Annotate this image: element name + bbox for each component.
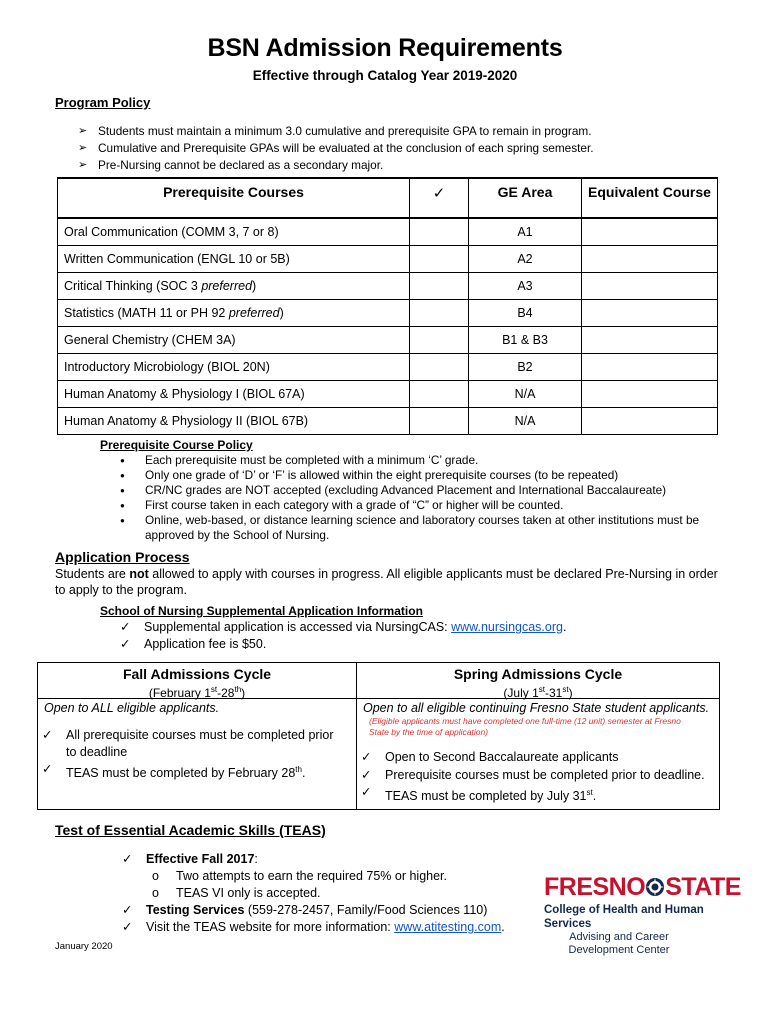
- fall-cycle-title: Fall Admissions Cycle: [122, 666, 272, 682]
- list-item: ✓ Application fee is $50.: [120, 636, 566, 653]
- fresno-state-logo: [544, 873, 741, 956]
- equivalent-cell[interactable]: [582, 300, 718, 327]
- list-item: o TEAS VI only is accepted.: [146, 885, 505, 902]
- list-item: ● Only one grade of ‘D’ or ‘F’ is allowed within the eight prerequisite courses (to be repeated): [118, 468, 718, 483]
- spring-cycle-list: [361, 749, 711, 806]
- spring-cycle-eligibility: Open to all eligible continuing Fresno State student applicants.: [363, 701, 710, 715]
- ge-cell: N/A: [469, 408, 582, 435]
- table-row: [58, 218, 718, 246]
- equivalent-cell[interactable]: [582, 246, 718, 273]
- header-prerequisite-courses: Prerequisite Courses: [58, 178, 410, 218]
- table-header-row: [58, 178, 718, 218]
- program-policy-list: [78, 123, 594, 174]
- page-title: BSN Admission Requirements: [207, 34, 563, 62]
- list-item: ✓ Effective Fall 2017: o Two attempts to earn the required 75% or higher. o TEAS VI only is accepted.: [122, 851, 505, 902]
- ge-cell: A3: [469, 273, 582, 300]
- list-item: ➢ Students must maintain a minimum 3.0 cumulative and prerequisite GPA to remain in program.: [78, 123, 594, 140]
- list-item: ✓ TEAS must be completed by February 28th.: [42, 761, 347, 782]
- atitesting-link[interactable]: www.atitesting.com: [394, 920, 502, 934]
- check-cell[interactable]: [410, 381, 469, 408]
- check-cell[interactable]: [410, 246, 469, 273]
- list-item: ✓ Supplemental application is accessed via NursingCAS: www.nursingcas.org.: [120, 619, 566, 636]
- application-process-text: Students are not allowed to apply with courses in progress. All eligible applicants must be declared Pre-Nursing in order to apply to the program.: [55, 567, 718, 597]
- list-item: ● Online, web-based, or distance learning science and laboratory courses taken at other institutions must be approved by the School of Nursing.: [118, 513, 718, 543]
- prerequisite-policy-heading: Prerequisite Course Policy: [100, 438, 253, 452]
- list-item: ✓ Prerequisite courses must be completed prior to deadline.: [361, 767, 711, 785]
- header-ge-area: GE Area: [469, 178, 582, 218]
- table-row: [58, 246, 718, 273]
- course-cell: Introductory Microbiology (BIOL 20N): [58, 354, 410, 381]
- ge-cell: A2: [469, 246, 582, 273]
- course-cell: General Chemistry (CHEM 3A): [58, 327, 410, 354]
- fall-cycle-column: [38, 663, 357, 809]
- logo-college-name: College of Health and Human Services: [544, 904, 704, 930]
- equivalent-cell[interactable]: [582, 327, 718, 354]
- teas-list: [122, 851, 505, 936]
- table-row: [58, 327, 718, 354]
- spring-cycle-note: (Eligible applicants must have completed one full-time (12 unit) semester at Fresno State by the time of application): [369, 716, 681, 737]
- check-cell[interactable]: [410, 218, 469, 246]
- list-item: o Two attempts to earn the required 75% or higher.: [146, 868, 505, 885]
- course-cell: Oral Communication (COMM 3, 7 or 8): [58, 218, 410, 246]
- list-item: ✓ TEAS must be completed by July 31st.: [361, 784, 711, 806]
- admissions-cycles-table: [37, 662, 720, 810]
- spring-cycle-title: Spring Admissions Cycle: [453, 666, 623, 682]
- teas-sub-list: [146, 868, 505, 902]
- program-policy-heading: Program Policy: [55, 95, 151, 110]
- fall-cycle-header: [38, 663, 356, 699]
- list-item: ✓ Open to Second Baccalaureate applicants: [361, 749, 711, 767]
- fall-cycle-dates: (February 1st-28th): [148, 685, 246, 700]
- logo-wordmark: FRESNO STATE: [544, 873, 741, 901]
- supplemental-application-heading: School of Nursing Supplemental Application Information: [100, 604, 423, 618]
- check-cell[interactable]: [410, 354, 469, 381]
- spring-cycle-header: [357, 663, 719, 699]
- application-process-heading: Application Process: [55, 549, 190, 565]
- fall-cycle-list: [42, 727, 347, 782]
- equivalent-cell[interactable]: [582, 273, 718, 300]
- equivalent-cell[interactable]: [582, 354, 718, 381]
- footer-date: January 2020: [55, 941, 113, 952]
- logo-department-line1: Advising and Career: [569, 931, 669, 943]
- header-equivalent-course: Equivalent Course: [582, 178, 718, 218]
- prerequisite-table: [57, 177, 718, 435]
- list-item: ➢ Pre-Nursing cannot be declared as a secondary major.: [78, 157, 594, 174]
- list-item: ● CR/NC grades are NOT accepted (excluding Advanced Placement and International Baccalaureate): [118, 483, 718, 498]
- list-item: ✓ Testing Services (559-278-2457, Family/Food Sciences 110): [122, 902, 505, 919]
- nursingcas-link[interactable]: www.nursingcas.org: [451, 620, 563, 634]
- check-cell[interactable]: [410, 273, 469, 300]
- course-cell: Written Communication (ENGL 10 or 5B): [58, 246, 410, 273]
- table-row: [58, 408, 718, 435]
- fall-cycle-eligibility: Open to ALL eligible applicants.: [44, 701, 220, 715]
- course-cell: Statistics (MATH 11 or PH 92 preferred): [58, 300, 410, 327]
- table-row: [58, 354, 718, 381]
- list-item: ✓ Visit the TEAS website for more information: www.atitesting.com.: [122, 919, 505, 936]
- course-cell: Human Anatomy & Physiology II (BIOL 67B): [58, 408, 410, 435]
- logo-department-line2: Development Center: [568, 944, 670, 956]
- equivalent-cell[interactable]: [582, 218, 718, 246]
- table-row: [58, 381, 718, 408]
- header-checkmark: ✓: [410, 178, 469, 218]
- spring-cycle-column: [357, 663, 719, 809]
- table-row: [58, 300, 718, 327]
- equivalent-cell[interactable]: [582, 381, 718, 408]
- table-row: [58, 273, 718, 300]
- spring-cycle-dates: (July 1st-31st): [503, 685, 573, 700]
- check-cell[interactable]: [410, 408, 469, 435]
- supplemental-application-list: [120, 619, 566, 653]
- ge-cell: A1: [469, 218, 582, 246]
- seal-icon: [645, 877, 665, 897]
- check-cell[interactable]: [410, 327, 469, 354]
- ge-cell: N/A: [469, 381, 582, 408]
- list-item: ● Each prerequisite must be completed with a minimum ‘C’ grade.: [118, 453, 718, 468]
- list-item: ● First course taken in each category with a grade of “C” or higher will be counted.: [118, 498, 718, 513]
- list-item: ➢ Cumulative and Prerequisite GPAs will be evaluated at the conclusion of each spring semester.: [78, 140, 594, 157]
- course-cell: Critical Thinking (SOC 3 preferred): [58, 273, 410, 300]
- equivalent-cell[interactable]: [582, 408, 718, 435]
- prerequisite-policy-list: [118, 453, 718, 543]
- list-item: ✓ All prerequisite courses must be completed prior to deadline: [42, 727, 347, 761]
- page-subtitle: Effective through Catalog Year 2019-2020: [252, 68, 518, 83]
- course-cell: Human Anatomy & Physiology I (BIOL 67A): [58, 381, 410, 408]
- ge-cell: B2: [469, 354, 582, 381]
- teas-heading: Test of Essential Academic Skills (TEAS): [55, 822, 326, 838]
- ge-cell: B4: [469, 300, 582, 327]
- ge-cell: B1 & B3: [469, 327, 582, 354]
- check-cell[interactable]: [410, 300, 469, 327]
